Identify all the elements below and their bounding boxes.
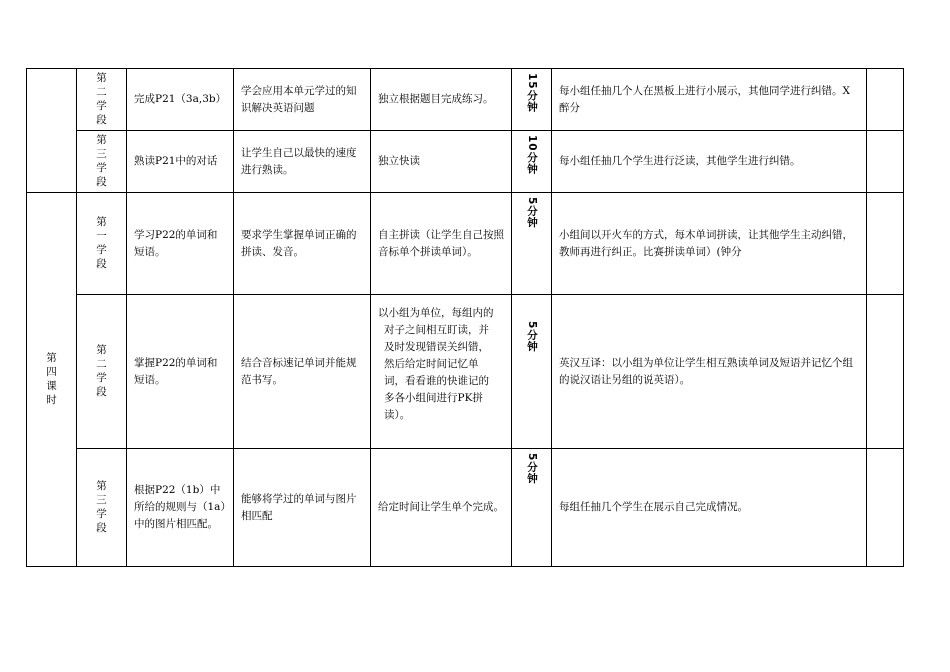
goal-text: 让学生自己以最快的速度进行熟读。 — [241, 146, 357, 176]
goal-text: 学会应用本单元学过的知识解决英语问题 — [241, 84, 357, 114]
time-cell — [512, 295, 552, 449]
method-text: 给定时间让学生单个完成。 — [378, 501, 504, 513]
content-text: 掌握P22的单词和短语。 — [134, 356, 218, 386]
stage-cell — [77, 69, 127, 131]
goal-cell — [234, 449, 371, 567]
table-row — [27, 295, 904, 449]
goal-cell — [234, 193, 371, 295]
time-text: 10分钟 — [526, 135, 538, 175]
blank-cell — [867, 295, 904, 449]
content-cell — [127, 449, 234, 567]
table-row — [27, 449, 904, 567]
lesson-plan-table — [26, 68, 904, 567]
goal-cell — [234, 131, 371, 193]
stage-label: 第三学段 — [96, 479, 107, 534]
time-cell — [512, 449, 552, 567]
time-cell — [512, 193, 552, 295]
time-text: 5分钟 — [526, 321, 538, 353]
method-line: 多各小组间进行PK拼 — [384, 392, 483, 404]
stage-cell — [77, 131, 127, 193]
content-text: 完成P21（3a,3b） — [134, 93, 227, 105]
blank-cell — [867, 449, 904, 567]
content-text: 学习P22的单词和短语。 — [134, 228, 218, 258]
method-text: 独立根据题目完成练习。 — [378, 93, 494, 105]
table-row — [27, 131, 904, 193]
activity-text: 小组间以开火车的方式，每木单词拼读，让其他学生主动纠错， 教师再进行纠正。比赛拼读单词）(钟分 — [559, 228, 853, 258]
activity-cell — [552, 449, 867, 567]
content-cell — [127, 193, 234, 295]
method-line: 对子之间相互盯读，并 — [384, 324, 489, 336]
content-text: 熟读P21中的对话 — [134, 155, 218, 167]
table-row — [27, 69, 904, 131]
blank-cell — [867, 131, 904, 193]
stage-label: 第一学段 — [96, 215, 107, 270]
method-cell — [371, 295, 512, 449]
method-text: 自主拼读（让学生自己按照音标单个拼读单词）。 — [378, 228, 504, 258]
activity-text: 每小组任抽几个学生进行泛读，其他学生进行纠错。 — [559, 155, 801, 167]
method-text: 独立快读 — [378, 155, 420, 167]
method-line: 及时发现错误关纠错， — [384, 341, 489, 353]
time-text: 5分钟 — [526, 453, 538, 485]
activity-cell — [552, 131, 867, 193]
method-cell — [371, 131, 512, 193]
goal-cell — [234, 69, 371, 131]
table-row — [27, 193, 904, 295]
method-line: 读）。 — [384, 409, 411, 421]
method-cell — [371, 193, 512, 295]
activity-text: 每小组任抽几个人在黑板上进行小展示，其他同学进行纠错。X醉分 — [559, 84, 850, 114]
method-cell — [371, 69, 512, 131]
lesson-cell-previous — [27, 69, 77, 193]
stage-cell — [77, 295, 127, 449]
method-line: 以小组为单位，每组内的 — [378, 307, 494, 319]
time-cell — [512, 131, 552, 193]
lesson-label: 第四课时 — [46, 351, 57, 406]
time-cell — [512, 69, 552, 131]
activity-cell — [552, 295, 867, 449]
blank-cell — [867, 193, 904, 295]
stage-cell — [77, 449, 127, 567]
content-cell — [127, 295, 234, 449]
activity-cell — [552, 193, 867, 295]
goal-text: 要求学生掌握单词正确的拼读、发音。 — [241, 228, 357, 258]
goal-text: 结合音标速记单词并能规范书写。 — [241, 356, 357, 386]
stage-cell — [77, 193, 127, 295]
stage-label: 第二学段 — [96, 71, 107, 126]
content-cell — [127, 69, 234, 131]
blank-cell — [867, 69, 904, 131]
stage-label: 第三学段 — [96, 133, 107, 188]
lesson-cell — [27, 193, 77, 567]
goal-text: 能够将学过的单词与图片相匹配 — [241, 492, 357, 522]
activity-cell — [552, 69, 867, 131]
method-line: 词，看看谁的快谁记的 — [384, 375, 489, 387]
activity-text: 每组任抽几个学生在展示自己完成情况。 — [559, 501, 748, 513]
method-line: 然后给定时间记忆单 — [384, 358, 479, 370]
content-cell — [127, 131, 234, 193]
content-text: 根据P22（1b）中所给的规则与（1a）中的图片相匹配。 — [134, 484, 226, 530]
stage-label: 第二学段 — [96, 343, 107, 398]
method-cell — [371, 449, 512, 567]
time-text: 5分钟 — [526, 197, 538, 229]
activity-text: 英汉互译：以小组为单位让学生相互熟读单词及短语并记忆个组的说汉语让另组的说英语）。 — [559, 356, 853, 386]
goal-cell — [234, 295, 371, 449]
time-text: 15分钟 — [526, 73, 538, 113]
